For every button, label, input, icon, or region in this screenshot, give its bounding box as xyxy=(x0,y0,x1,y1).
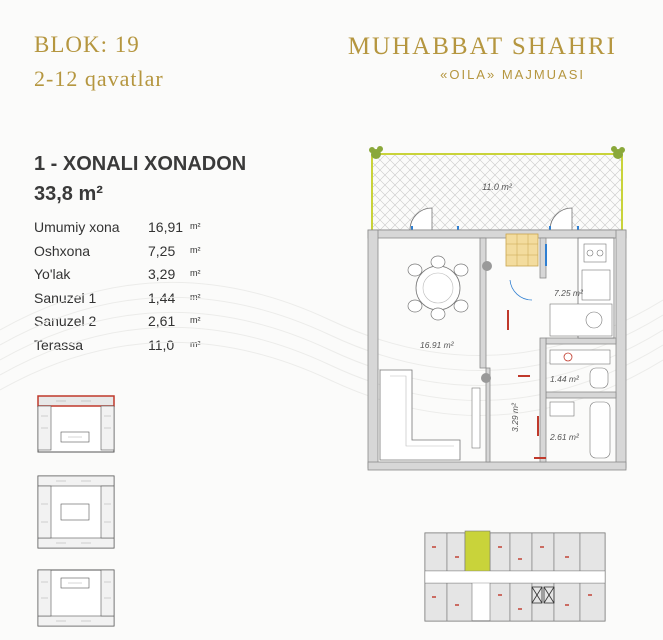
room-name: Sanuzel 1 xyxy=(34,289,97,306)
room-name: Oshxona xyxy=(34,242,91,259)
room-name: Terassa xyxy=(34,336,84,353)
room-area: 11,0 xyxy=(148,336,175,353)
selected-unit-highlight xyxy=(465,531,490,573)
room-area: 7,25 xyxy=(148,242,176,259)
room-unit: m² xyxy=(190,268,201,278)
brand-title: MUHABBAT SHAHRI xyxy=(347,33,617,60)
room-name: Yo'lak xyxy=(34,266,71,282)
floor-range: 2-12 qavatlar xyxy=(34,66,164,91)
apartment-title: 1 - XONALI XONADON xyxy=(34,153,247,175)
block-number: BLOK: 19 xyxy=(34,32,140,57)
apartment-floor-plan xyxy=(360,140,650,485)
room-name: Umumiy xona xyxy=(34,219,120,235)
room-unit: m² xyxy=(190,291,201,302)
room-unit: m² xyxy=(190,315,201,325)
room-unit: m² xyxy=(190,221,201,231)
plant-icon xyxy=(482,261,492,271)
room-area: 1,44 xyxy=(148,289,176,306)
building-key-plan xyxy=(420,525,610,625)
room-area: 3,29 xyxy=(148,266,176,282)
floor-schematic-3 xyxy=(36,568,122,630)
bath2-area-label: 2.61 m² xyxy=(550,432,579,442)
room-name: Sanuzel 2 xyxy=(34,313,97,329)
floor-schematic-1 xyxy=(36,394,122,456)
brand-subtitle: «OILA» MAJMUASI xyxy=(440,67,585,82)
room-unit: m² xyxy=(190,338,201,349)
apartment-total-area: 33,8 m² xyxy=(34,183,103,205)
kitchen-area-label: 7.25 m² xyxy=(554,288,583,298)
room-area: 16,91 xyxy=(148,219,184,235)
living-area-label: 16.91 m² xyxy=(420,340,454,350)
room-area: 2,61 xyxy=(148,313,176,329)
floor-schematic-2 xyxy=(36,474,122,554)
plant-icon xyxy=(481,373,491,383)
room-unit: m² xyxy=(190,244,201,255)
terrace-area-label: 11.0 m² xyxy=(482,182,512,192)
corridor-area-label: 3.29 m² xyxy=(510,403,520,432)
bath1-area-label: 1.44 m² xyxy=(550,374,579,384)
